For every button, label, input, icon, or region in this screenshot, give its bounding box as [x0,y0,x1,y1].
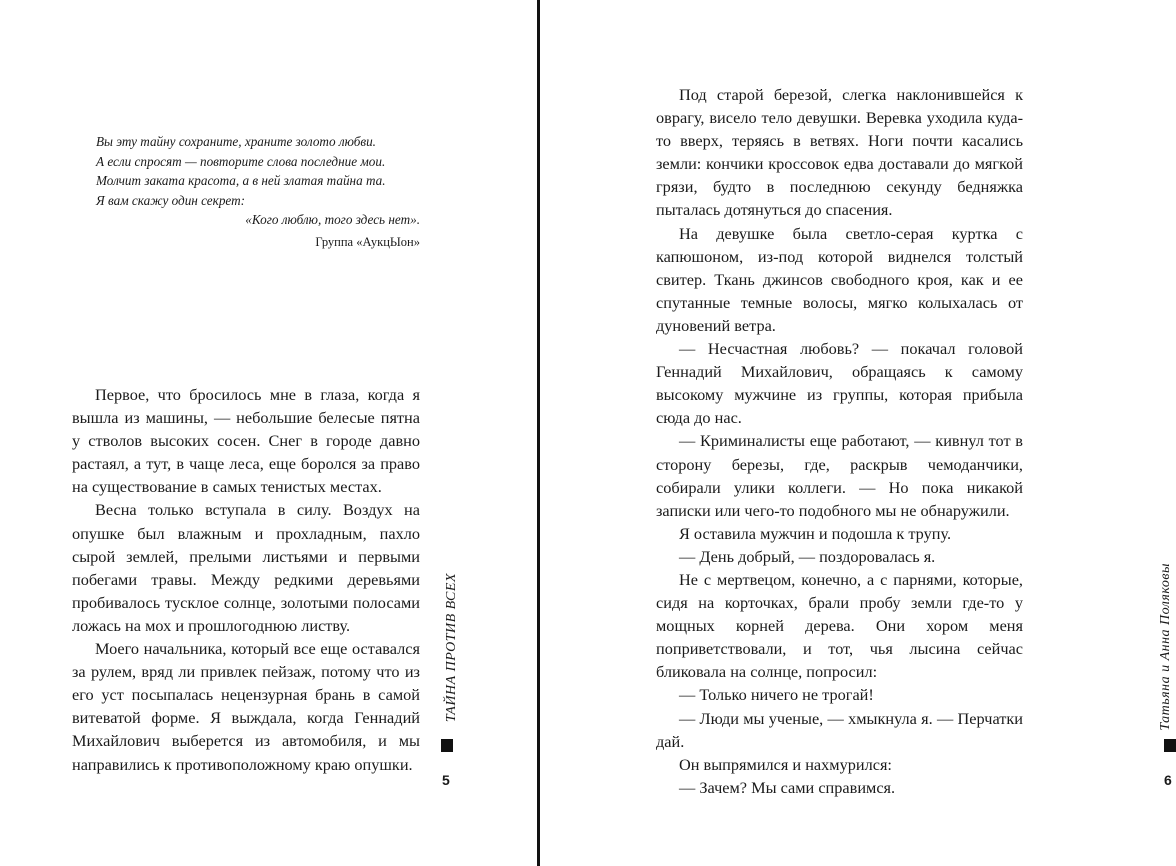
epigraph-line: А если спросят — повторите слова последние мои. [96,153,386,169]
paragraph: — День добрый, — поздоровалась я. [679,546,936,566]
page-marker-square [441,739,453,752]
paragraph: Я оставила мужчин и подошла к трупу. [679,523,952,543]
paragraph: — Несчастная любовь? — покачал головой Геннадий Михайлович, обращаясь к самому высокому мужчине из группы, которая прибыла сюда до нас. [656,339,1023,428]
paragraph: — Люди мы ученые, — хмыкнула я. — Перчатки дай. [656,708,1023,751]
epigraph-line: Молчит заката красота, а в ней златая тайна та. [96,173,386,188]
paragraph: Весна только вступала в силу. Воздух на опушке был влажным и прохладным, пахло сырой землей, прелыми листьями и первыми побегами травы. Между редкими деревьями пробивалось тусклое солнце, золотыми полосами ложась на мох и прошлогоднюю листву. [72,500,420,635]
paragraph: Он выпрямился и нахмурился: [679,754,892,774]
paragraph: Не с мертвецом, конечно, а с парнями, которые, сидя на корточках, брали пробу земли где-то у мощных корней дерева. Они хором меня поприветствовали, и тот, чья лысина сейчас бликовала на солнце, попросил: [656,569,1023,682]
epigraph-line: Вы эту тайну сохраните, храните золото любви. [96,134,376,149]
paragraph: Первое, что бросилось мне в глаза, когда я вышла из машины, — небольшие белесые пятна у стволов высоких сосен. Снег в городе давно растаял, а тут, в чаще леса, еще боролся за право на существование в самых тенистых местах. [72,385,420,497]
paragraph: Моего начальника, который все еще оставался за рулем, вряд ли привлек пейзаж, потому что из его уст посыпалась нецензурная брань в самой витеватой форме. Я выждала, когда Геннадий Михайлович выберется из автомобиля, и мы направились к противоположному краю опушки. [72,639,420,774]
left-page [0,0,537,866]
paragraph: На девушке была светло-серая куртка с капюшоном, из-под которой виднелся толстый свитер. Ткань джинсов свободного кроя, как и ее спутанные темные волосы, мягко колыхалась от дуновений ветра. [656,223,1023,335]
paragraph: Под старой березой, слегка наклонившейся к оврагу, висело тело девушки. Веревка уходила куда-то вверх, теряясь в ветвях. Ноги почти касались земли: кончики кроссовок едва доставали до мягкой грязи, будто в последнюю секунду бедняжка пыталась дотянуться до спасения. [656,85,1023,220]
epigraph-attribution: Группа «АукцЫон» [315,234,420,249]
running-header-authors: Татьяна и Анна Поляковы [1158,563,1173,731]
left-body-text [72,383,420,776]
paragraph: — Зачем? Мы сами справимся. [679,777,896,797]
page-marker-square [1164,739,1176,752]
paragraph: — Криминалисты еще работают, — кивнул тот в сторону березы, где, раскрыв чемоданчики, собирали улики коллеги. — Но пока никакой записки или чего-то подобного мы не обнаружили. [656,431,1023,520]
epigraph-line: Я вам скажу один секрет: [96,192,246,208]
right-page [540,0,1173,866]
epigraph-line: «Кого люблю, того здесь нет». [245,212,420,227]
page-number: 5 [442,772,450,788]
epigraph [96,132,420,252]
page-number: 6 [1164,772,1172,788]
running-header-title: ТАЙНА ПРОТИВ ВСЕХ [444,573,459,723]
paragraph: — Только ничего не трогай! [679,685,874,705]
right-body-text [656,83,1023,799]
